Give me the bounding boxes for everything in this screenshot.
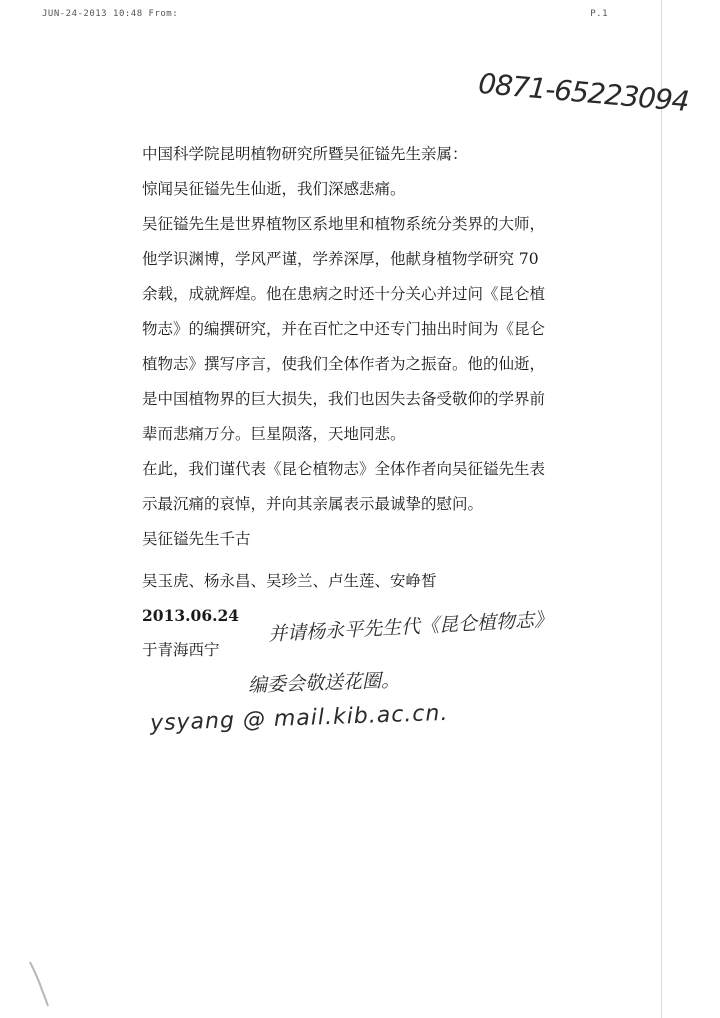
letter-line: 吴征镒先生是世界植物区系地里和植物系统分类界的大师， [142,215,546,233]
letter-line: 余载，成就辉煌。他在患病之时还十分关心并过问《昆仑植 [142,285,546,303]
letter-body [142,137,622,557]
letter-line: 在此，我们谨代表《昆仑植物志》全体作者向吴征镒先生表 [142,460,546,478]
scan-edge-line [661,0,662,1018]
fax-timestamp: JUN-24-2013 10:48 From: [42,9,179,19]
fax-page-number: P.1 [590,9,608,19]
letter-salutation: 中国科学院昆明植物研究所暨吴征镒先生亲属： [142,145,468,163]
letter-line: 惊闻吴征镒先生仙逝，我们深感悲痛。 [142,180,406,198]
handwritten-phone-number: 0871-65223094 [476,66,690,119]
signers: 吴玉虎、杨永昌、吴珍兰、卢生莲、安峥皙 [142,572,437,590]
letter-line: 他学识渊博，学风严谨，学养深厚，他献身植物学研究 70 [142,250,539,268]
letter-date: 2013.06.24 [142,606,240,625]
letter-line: 是中国植物界的巨大损失，我们也因失去备受敬仰的学界前 [142,390,546,408]
letter-line: 辈而悲痛万分。巨星陨落，天地同悲。 [142,425,406,443]
scan-smudge-mark [28,960,50,1008]
letter-place: 于青海西宁 [142,641,220,659]
letter-closing: 吴征镒先生千古 [142,530,251,548]
handwritten-note-line2: 编委会敬送花圈。 [247,669,401,697]
handwritten-email: ysyang @ mail.kib.ac.cn. [149,700,449,737]
letter-line: 植物志》撰写序言，使我们全体作者为之振奋。他的仙逝， [142,355,546,373]
handwritten-note-line1: 并请杨永平先生代《昆仑植物志》 [267,608,554,646]
fax-header [42,9,608,19]
letter-line: 物志》的编撰研究，并在百忙之中还专门抽出时间为《昆仑 [142,320,546,338]
letter-line: 示最沉痛的哀悼，并向其亲属表示最诚挚的慰问。 [142,495,484,513]
